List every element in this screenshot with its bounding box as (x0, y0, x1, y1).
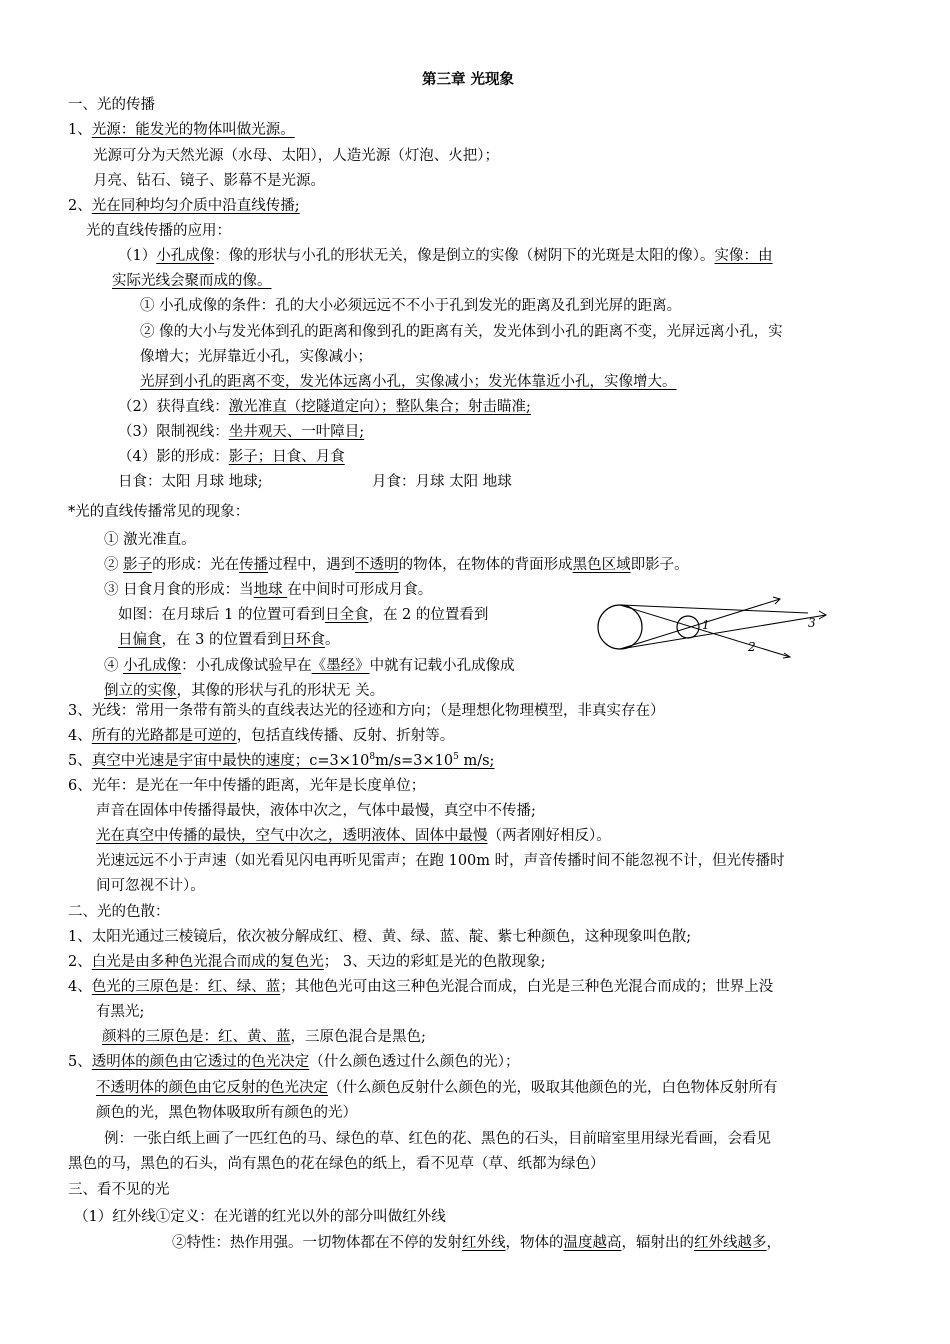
item-2-5-opaque-line2: 颜色的光，黑色物体吸取所有颜色的光） (96, 1105, 357, 1121)
diagram-label-1: 1 (702, 618, 710, 632)
item-2-4-pigments: 颜料的三原色是：红、黄、蓝，三原色混合是黑色; (102, 1029, 426, 1045)
pinhole-condition-2-line3: 光屏到小孔的距离不变，发光体远离小孔，实像减小；发光体靠近小孔，实像增大。 (140, 374, 677, 390)
diagram-label-2: 2 (748, 640, 756, 654)
phenomena-heading: *光的直线传播常见的现象： (68, 504, 250, 520)
item-2-4: 4、色光的三原色是：红、绿、蓝；其他色光可由这三种色光混合而成，白光是三种色光混合而成的；世界上没 (68, 979, 774, 995)
app-pinhole-line2: 实际光线会聚而成的像。 (112, 273, 272, 289)
item-1-6-speed: 光速远远不小于声速（如光看见闪电再听见雷声；在跑 100m 时，声音传播时间不能忽视不计，但光传播时 (96, 853, 785, 869)
item-2-5: 5、透明体的颜色由它透过的色光决定（什么颜色透过什么颜色的光）； (68, 1054, 520, 1070)
ray-line-d (620, 615, 826, 649)
app-limit-view: （3）限制视线：坐井观天、一叶障目; (118, 424, 365, 440)
pinhole-condition-2-line2: 像增大；光屏靠近小孔，实像减小； (140, 349, 372, 365)
app-pinhole: （1）小孔成像：像的形状与小孔的形状无关，像是倒立的实像（树阴下的光斑是太阳的像）。实像：由 (118, 248, 773, 264)
ray-line-a (620, 605, 808, 613)
solar-eclipse-order: 日食：太阳 月球 地球; (118, 474, 263, 490)
infrared-property: ②特性：热作用强。一切物体都在不停的发射红外线，物体的温度越高，辐射出的红外线越多， (172, 1235, 781, 1251)
sun-circle (598, 605, 642, 649)
phenomenon-4-line2: 倒立的实像，其像的形状与孔的形状无 关。 (104, 683, 385, 699)
pinhole-condition-2: ② 像的大小与发光体到孔的距离和像到孔的距离有关，发光体到小孔的距离不变，光屏远离小孔，实 (140, 324, 783, 340)
item-1-2: 2、光在同种均匀介质中沿直线传播; (68, 198, 300, 214)
item-1-6-sound: 声音在固体中传播得最快，液体中次之，气体中最慢，真空中不传播; (96, 803, 536, 819)
phenomenon-2: ② 影子的形成：光在传播过程中，遇到不透明的物体，在物体的背面形成黑色区域即影子。 (104, 557, 689, 573)
section-3-heading: 三、看不见的光 (68, 1182, 170, 1198)
application-heading: 光的直线传播的应用： (86, 223, 231, 239)
item-1-1: 1、光源：能发光的物体叫做光源。 (68, 122, 295, 138)
phenomenon-3-line2: 如图：在月球后 1 的位置可看到日全食，在 2 的位置看到 (118, 607, 489, 623)
item-1-6-speed-line2: 间可忽视不计）。 (96, 878, 205, 894)
phenomenon-3-line3: 日偏食，在 3 的位置看到日环食。 (118, 632, 340, 648)
example-line1: 例：一张白纸上画了一匹红色的马、绿色的草、红色的花、黑色的石头，目前暗室里用绿光看画，会看见 (104, 1131, 771, 1147)
lunar-eclipse-order: 月食：月球 太阳 地球 (372, 474, 512, 490)
example-line2: 黑色的马，黑色的石头，尚有黑色的花在绿色的纸上，看不见草（草、纸都为绿色） (68, 1156, 605, 1172)
diagram-label-3: 3 (808, 616, 816, 630)
item-2-1: 1、太阳光通过三棱镜后，依次被分解成红、橙、黄、绿、蓝、靛、紫七种颜色，这种现象叫色散; (68, 929, 692, 945)
infrared-definition: （1）红外线①定义：在光谱的红光以外的部分叫做红外线 (74, 1209, 446, 1225)
item-2-2: 2、白光是由多种色光混合而成的复色光； 3、天边的彩虹是光的色散现象; (68, 954, 546, 970)
phenomenon-1: ① 激光准直。 (104, 532, 196, 548)
item-2-4-line2: 有黑光; (96, 1004, 145, 1020)
item-1-3: 3、光线：常用一条带有箭头的直线表达光的径迹和方向；（是理想化物理模型，非真实存在） (68, 703, 665, 719)
item-1-1-line3: 月亮、钻石、镜子、影幕不是光源。 (93, 173, 325, 189)
item-1-4: 4、所有的光路都是可逆的，包括直线传播、反射、折射等。 (68, 728, 455, 744)
section-1-heading: 一、光的传播 (68, 97, 155, 113)
phenomenon-3: ③ 日食月食的形成：当地球 在中间时可形成月食。 (104, 582, 433, 598)
item-2-5-opaque: 不透明体的颜色由它反射的色光决定（什么颜色反射什么颜色的光，吸取其他颜色的光，白色物体反射所有 (96, 1080, 778, 1096)
item-1-6: 6、光年：是光在一年中传播的距离，光年是长度单位； (68, 778, 426, 794)
app-straight-line: （2）获得直线：激光准直（挖隧道定向）；整队集合；射击瞄准; (118, 399, 531, 415)
app-shadow: （4）影的形成：影子；日食、月食 (118, 449, 345, 465)
item-1-5: 5、真空中光速是宇宙中最快的速度；$c=3\times 10^8m/s=3\times 10^5$ m/s; (68, 752, 495, 769)
item-1-1-line2: 光源可分为天然光源（水母、太阳），人造光源（灯泡、火把）； (93, 148, 499, 164)
moon-circle (677, 616, 699, 638)
pinhole-condition-1: ① 小孔成像的条件：孔的大小必须远远不不小于孔到发光的距离及孔到光屏的距离。 (140, 298, 682, 314)
page-title: 第三章 光现象 (422, 71, 515, 88)
phenomenon-4: ④ 小孔成像：小孔成像试验早在《墨经》中就有记载小孔成像成 (104, 658, 515, 674)
eclipse-diagram (590, 595, 840, 665)
section-2-heading: 二、光的色散： (68, 904, 170, 920)
item-1-6-light: 光在真空中传播的最快，空气中次之，透明液体、固体中最慢（两者刚好相反）。 (96, 828, 611, 844)
